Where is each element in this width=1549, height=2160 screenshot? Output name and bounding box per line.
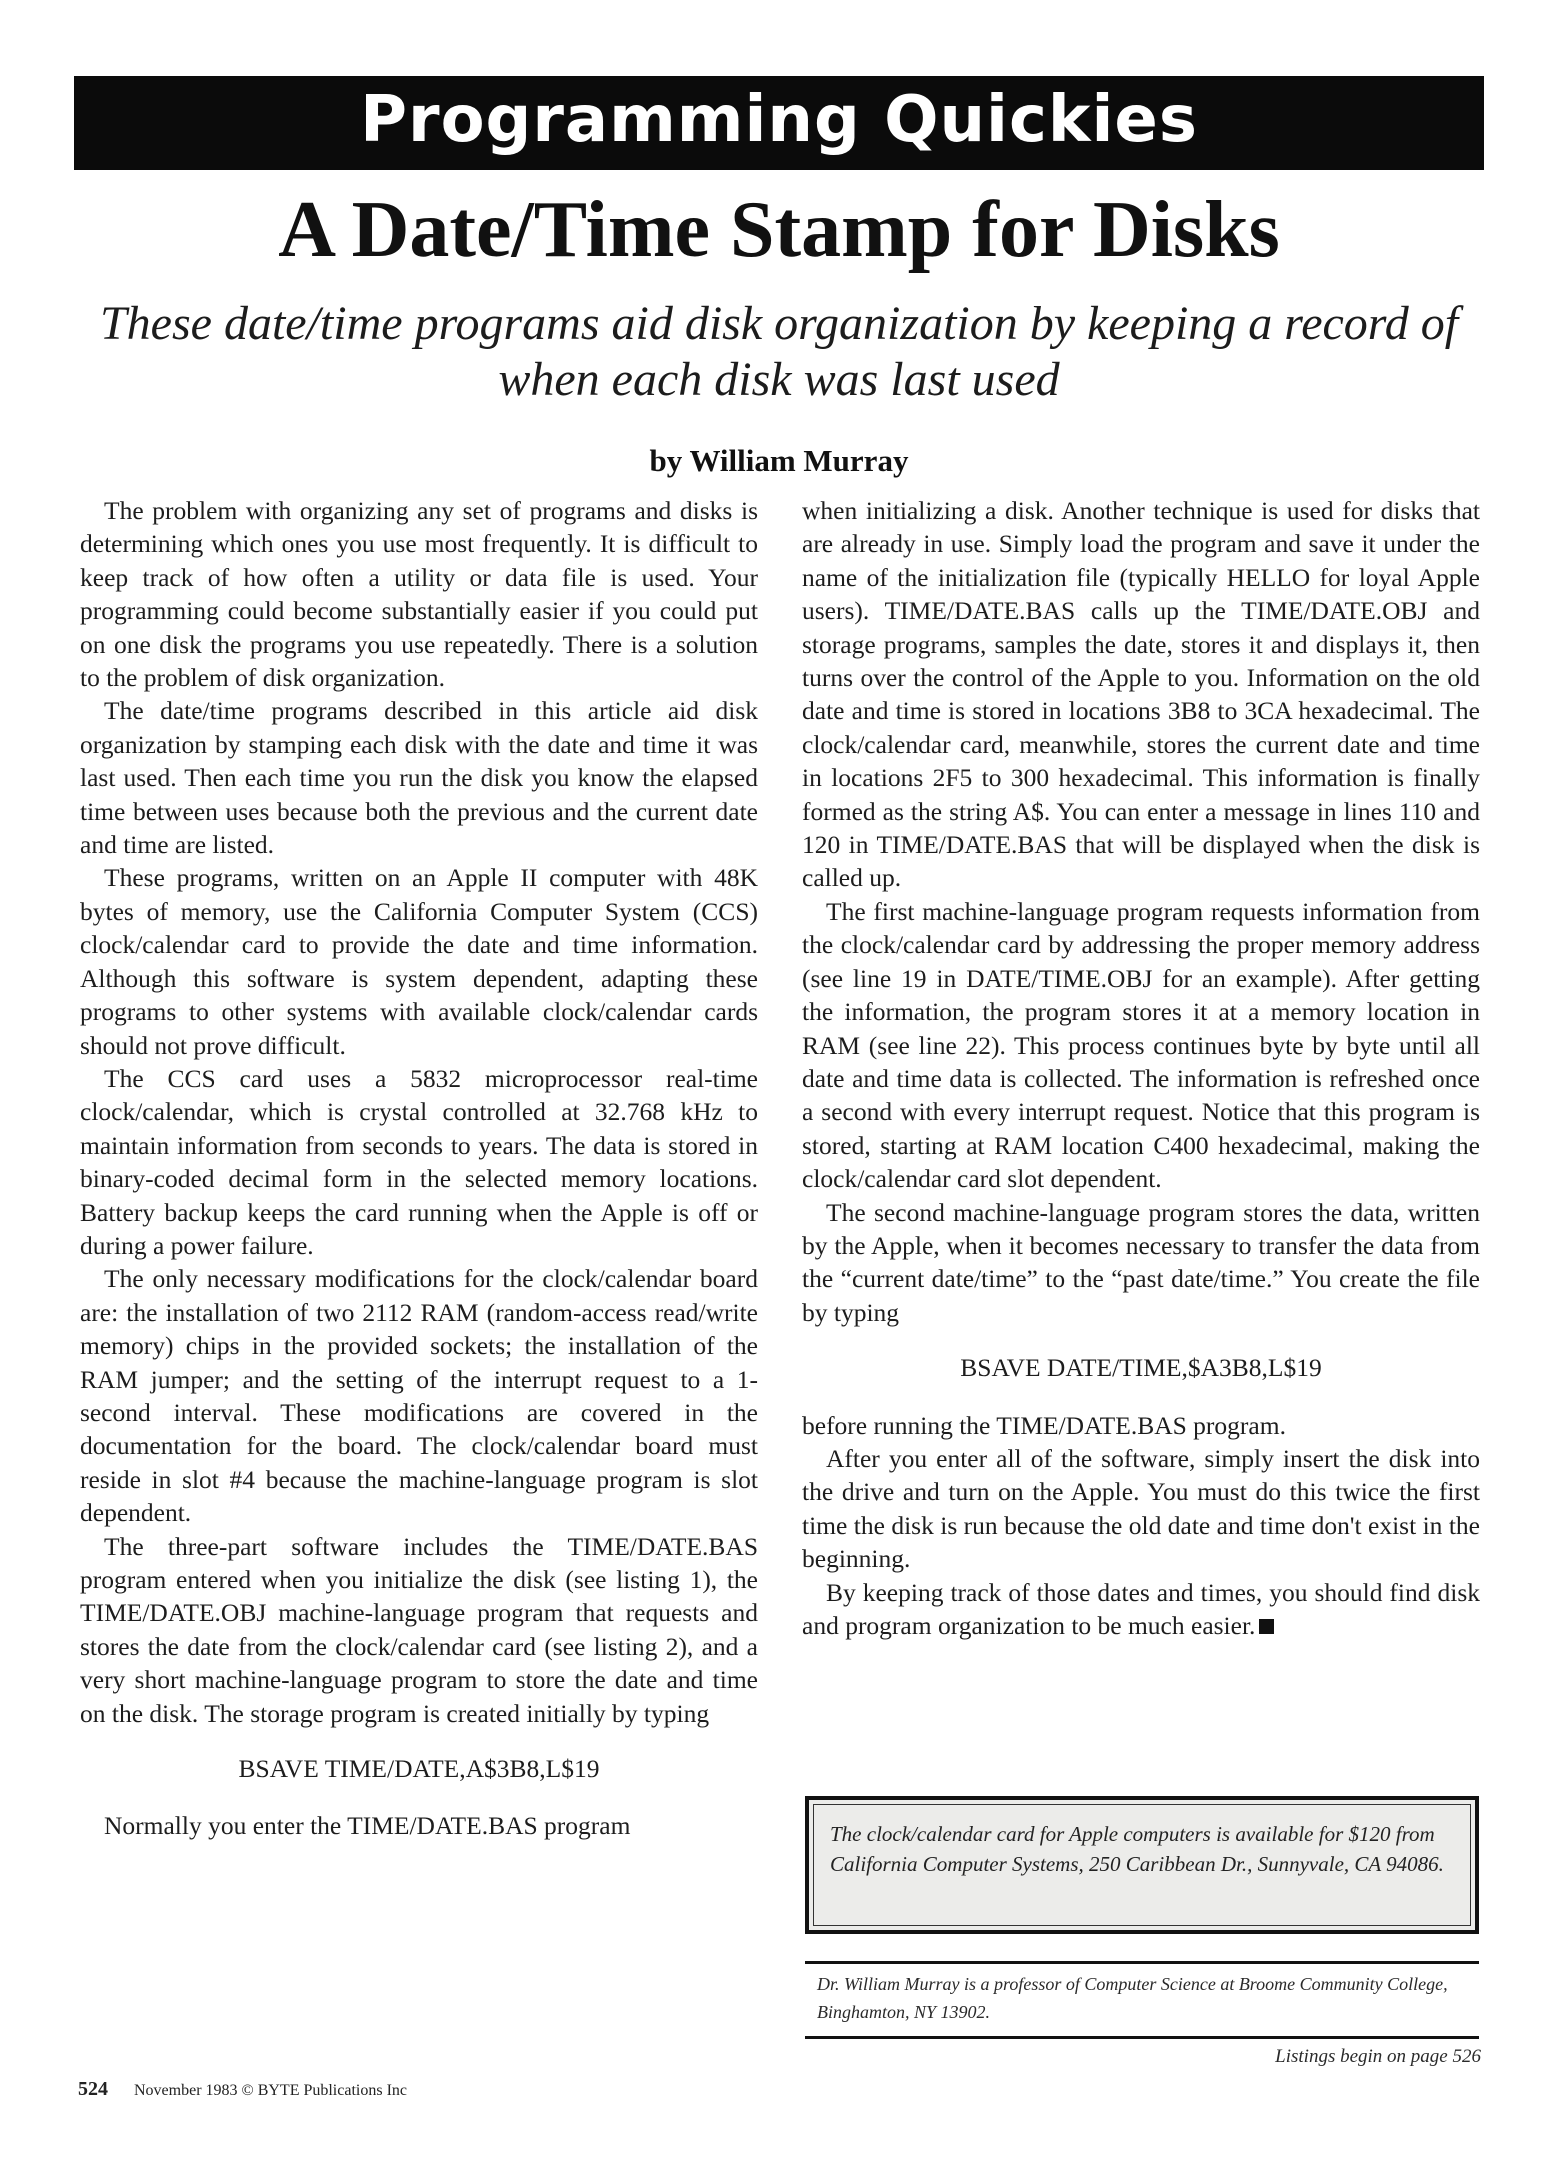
divider	[805, 1961, 1479, 1964]
paragraph: After you enter all of the software, simply insert the disk into the drive and turn on the Apple. You must do this twice the first time the disk is run because the old date and time don't exist in the beginning.	[802, 1443, 1480, 1574]
right-column	[802, 494, 1480, 1642]
paragraph: The problem with organizing any set of programs and disks is determining which ones you use most frequently. It is difficult to keep track of how often a utility or data file is used. Your programming could become substantially easier if you could put on one disk the programs you use repeatedly. There is a solution to the problem of disk organization.	[80, 496, 758, 693]
paragraph-final	[802, 1576, 1480, 1643]
section-banner-text: Programming Quickies	[360, 83, 1198, 157]
article-title: A Date/Time Stamp for Disks	[278, 186, 1280, 274]
article-deck: These date/time programs aid disk organization by keeping a record of when each disk was last used	[99, 297, 1459, 406]
paragraph: The three-part software includes the TIME/DATE.BAS program entered when you initialize the disk (see listing 1), the TIME/DATE.OBJ machine-language program that requests and stores the date from the clock/calendar card (see listing 2), and a very short machine-language program to store the date and time on the disk. The storage program is created initially by typing	[80, 1531, 758, 1728]
paragraph: These programs, written on an Apple II computer with 48K bytes of memory, use the California Computer System (CCS) clock/calendar card to provide the date and time information. Although this software is system dependent, adapting these programs to other systems with available clock/calendar cards should not prove difficult.	[80, 863, 758, 1060]
source-note: The clock/calendar card for Apple computers is available for $120 from California Computer Systems, 250 Caribbean Dr., Sunnyvale, CA 94086.	[813, 1804, 1471, 1926]
final-paragraph-text: By keeping track of those dates and times, you should find disk and program organization to be much easier.	[802, 1577, 1480, 1640]
left-column	[80, 494, 758, 1843]
paragraph: The only necessary modifications for the clock/calendar board are: the installation of two 2112 RAM (random-access read/write memory) chips in the provided sockets; the installation of the RAM jumper; and the setting of the interrupt request to a 1-second interval. These modifications are covered in the documentation for the board. The clock/calendar board must reside in slot #4 because the machine-language program is slot dependent.	[80, 1264, 758, 1528]
section-banner	[74, 76, 1484, 170]
page-number: 524	[78, 2078, 108, 2100]
source-note-box	[805, 1796, 1479, 1934]
paragraph-continued: when initializing a disk. Another technique is used for disks that are already in use. Simply load the program and save it under the name of the initialization file (typically HELLO for loyal Apple users). TIME/DATE.BAS calls up the TIME/DATE.OBJ and storage programs, samples the date, stores it and displays it, then turns over the control of the Apple to you. Information on the old date and time is stored in locations 3B8 to 3CA hexadecimal. The clock/calendar card, meanwhile, stores the current date and time in locations 2F5 to 300 hexadecimal. This information is finally formed as the string A$. You can enter a message in lines 110 and 120 in TIME/DATE.BAS that will be displayed when the disk is called up.	[802, 496, 1480, 893]
issue-line: November 1983 © BYTE Publications Inc	[134, 2082, 407, 2099]
paragraph: The CCS card uses a 5832 microprocessor real-time clock/calendar, which is crystal controlled at 32.768 kHz to maintain information from seconds to years. The data is stored in binary-coded decimal form in the selected memory locations. Battery backup keeps the card running when the Apple is off or during a power failure.	[80, 1063, 758, 1260]
paragraph: The second machine-language program stores the data, written by the Apple, when it becomes necessary to transfer the data from the “current date/time” to the “past date/time.” You create the file by typing	[802, 1197, 1480, 1327]
paragraph: The date/time programs described in this article aid disk organization by stamping each disk with the date and time it was last used. Then each time you run the disk you know the elapsed time between uses because both the previous and the current date and time are listed.	[80, 696, 758, 860]
paragraph: Normally you enter the TIME/DATE.BAS program	[104, 1811, 631, 1841]
page-footer	[78, 2078, 407, 2101]
code-command: BSAVE TIME/DATE,A$3B8,L$19	[238, 1754, 600, 1784]
paragraph-continued: before running the TIME/DATE.BAS program.	[802, 1410, 1286, 1440]
listings-note: Listings begin on page 526	[1275, 2046, 1481, 2067]
code-command: BSAVE DATE/TIME,$A3B8,L$19	[960, 1353, 1322, 1383]
article-byline: by William Murray	[649, 443, 909, 478]
end-of-article-icon	[1259, 1619, 1274, 1634]
divider	[805, 2036, 1479, 2039]
author-bio: Dr. William Murray is a professor of Computer Science at Broome Community College, Binghamton, NY 13902.	[817, 1974, 1448, 2022]
paragraph: The first machine-language program requests information from the clock/calendar card by addressing the proper memory address (see line 19 in DATE/TIME.OBJ for an example). After getting the information, the program stores it at a memory location in RAM (see line 22). This process continues byte by byte until all date and time data is collected. The information is refreshed once a second with every interrupt request. Notice that this program is stored, starting at RAM location C400 hexadecimal, making the clock/calendar card slot dependent.	[802, 896, 1480, 1194]
